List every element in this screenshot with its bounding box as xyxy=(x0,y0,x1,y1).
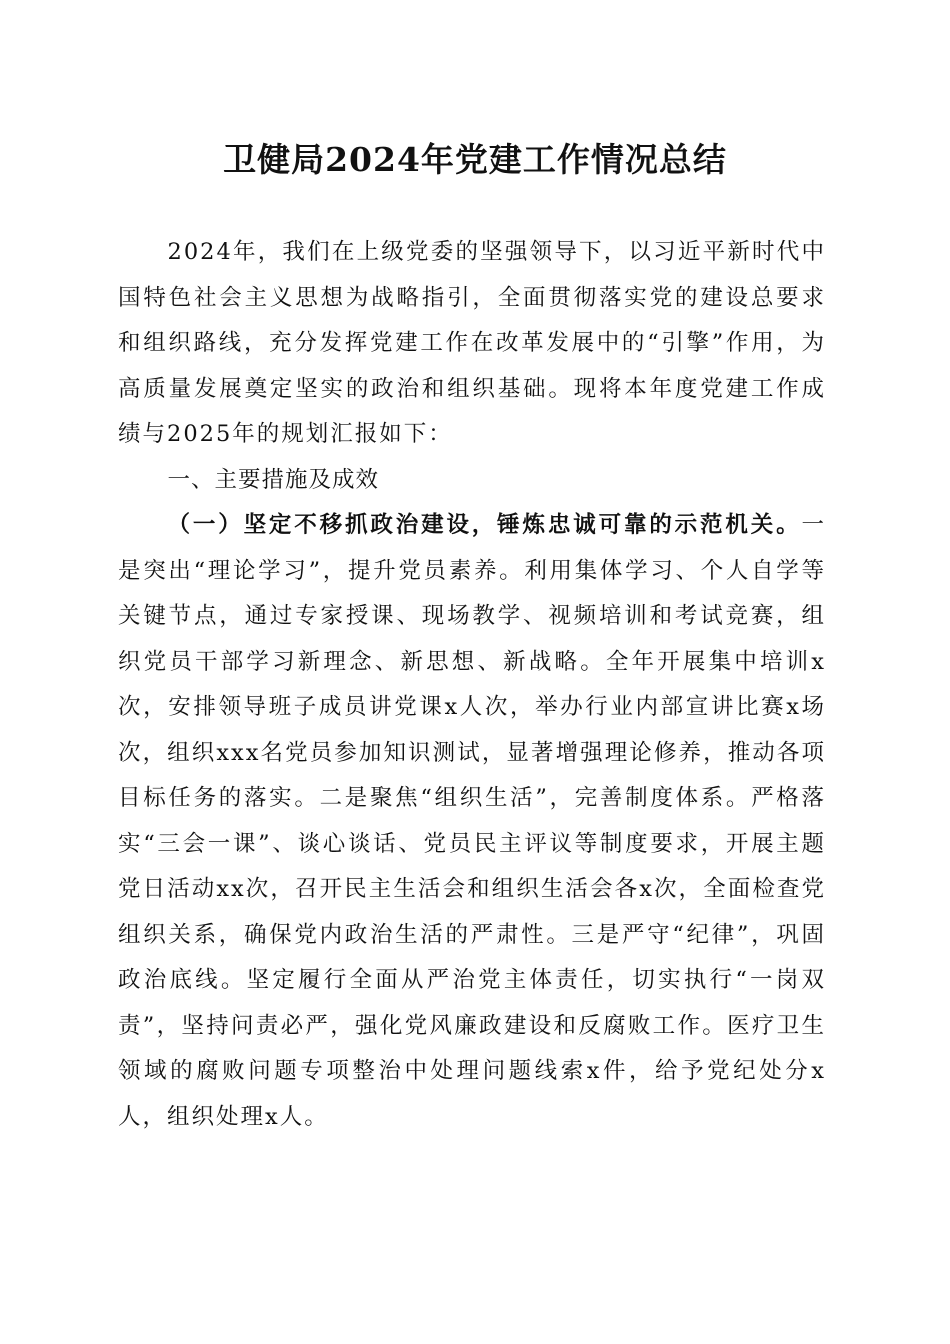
section-heading: 一、主要措施及成效 xyxy=(167,466,380,493)
document-body xyxy=(118,230,826,1140)
subsection-body: 一是突出“理论学习”，提升党员素养。利用集体学习、个人自学等关键节点，通过专家授课、现场教学、视频培训和考试竞赛，组织党员干部学习新理念、新思想、新战略。全年开展集中培训x次，安排领导班子成员讲党课x人次，举办行业内部宣讲比赛x场次，组织xxx名党员参加知识测试，显著增强理论修养，推动各项目标任务的落实。二是聚焦“组织生活”，完善制度体系。严格落实“三会一课”、谈心谈话、党员民主评议等制度要求，开展主题党日活动xx次，召开民主生活会和组织生活会各x次，全面检查党组织关系，确保党内政治生活的严肃性。三是严守“纪律”，巩固政治底线。坚定履行全面从严治党主体责任，切实执行“一岗双责”，坚持问责必严，强化党风廉政建设和反腐败工作。医疗卫生领域的腐败问题专项整治中处理问题线索x件，给予党纪处分x人，组织处理x人。 xyxy=(118,512,826,1130)
subsection-paragraph xyxy=(118,503,826,1140)
intro-paragraph: 2024年，我们在上级党委的坚强领导下，以习近平新时代中国特色社会主义思想为战略指引，全面贯彻落实党的建设总要求和组织路线，充分发挥党建工作在改革发展中的“引擎”作用，为高质量发展奠定坚实的政治和组织基础。现将本年度党建工作成绩与2025年的规划汇报如下： xyxy=(118,239,826,447)
subsection-heading: （一）坚定不移抓政治建设，锤炼忠诚可靠的示范机关。 xyxy=(167,512,802,538)
document-title: 卫健局2024年党建工作情况总结 xyxy=(223,140,727,179)
